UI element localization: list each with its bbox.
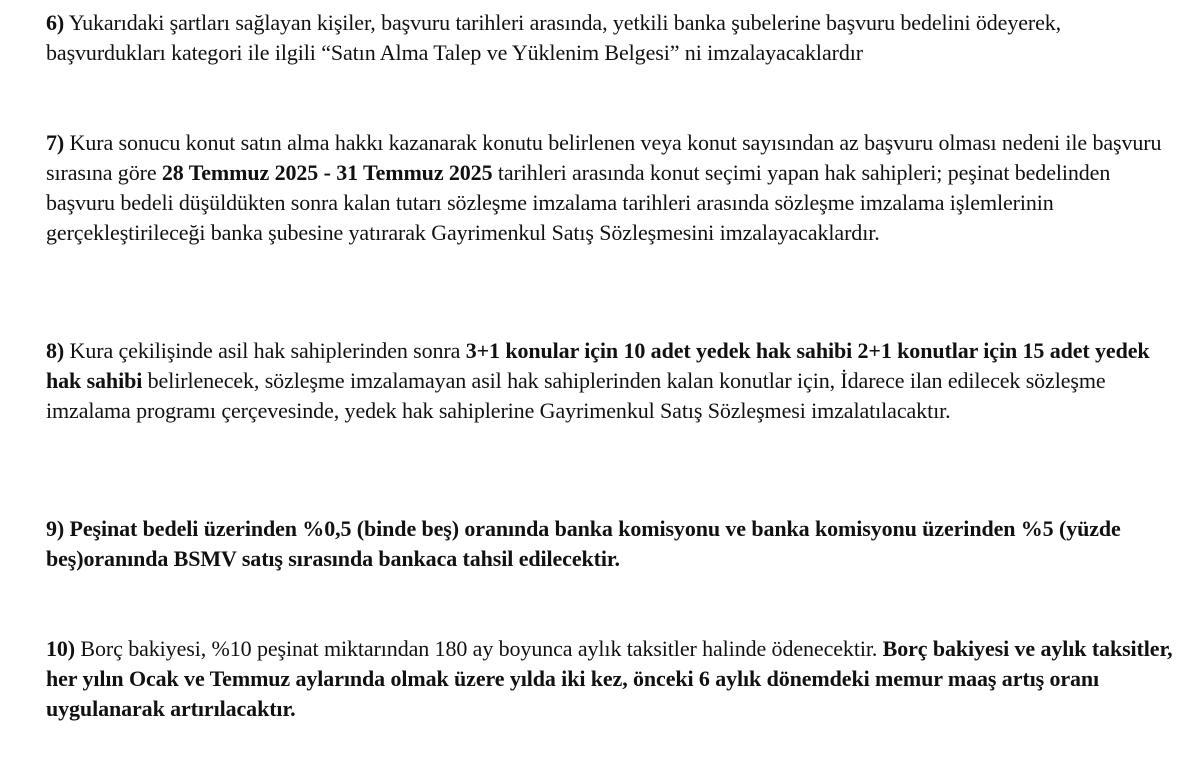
clause-6-number: 6)	[46, 10, 65, 35]
clause-8-text-part-1: Kura çekilişinde asil hak sahiplerinden sonra	[64, 338, 466, 363]
clause-10	[46, 634, 1176, 724]
clause-7-text-part-1: Kura sonucu konut satın alma hakkı kazanarak konutu belirlenen veya konut sayısından az başvuru olması nedeni ile başvuru sırasına göre	[46, 130, 1167, 185]
clause-7-text-part-2: tarihleri arasında konut seçimi yapan hak sahipleri; peşinat bedelinden başvuru bedeli düşüldükten sonra kalan tutarı sözleşme imzalama tarihleri arasında sözleşme imzalama işlemlerinin gerçekleştirileceği banka şubesine yatırarak Gayrimenkul Satış Sözleşmesini imzalayacaklardır.	[46, 160, 1116, 245]
clause-8	[46, 336, 1176, 426]
clause-6	[46, 8, 1176, 68]
clause-8-number: 8)	[46, 338, 65, 363]
clause-7-date-range: 28 Temmuz 2025 - 31 Temmuz 2025	[161, 160, 493, 185]
clause-9-text: 9) Peşinat bedeli üzerinden %0,5 (binde beş) oranında banka komisyonu ve banka komisyonu üzerinden %5 (yüzde beş)oranında BSMV satış sırasında bankaca tahsil edilecektir.	[46, 516, 1127, 571]
clause-8-reserve-count: 3+1 konular için 10 adet yedek hak sahibi 2+1 konutlar için 15 adet yedek hak sahibi	[46, 338, 1155, 393]
clause-10-number: 10)	[46, 636, 76, 661]
clause-9	[46, 514, 1176, 574]
clause-6-text: Yukarıdaki şartları sağlayan kişiler, başvuru tarihleri arasında, yetkili banka şubelerine başvuru bedelini ödeyerek, başvurdukları kategori ile ilgili “Satın Alma Talep ve Yüklenim Belgesi” ni imzalayacaklardır	[46, 10, 1067, 65]
clause-7	[46, 128, 1176, 248]
clause-10-text-part-2: Borç bakiyesi ve aylık taksitler, her yılın Ocak ve Temmuz aylarında olmak üzere yılda iki kez, önceki 6 aylık dönemdeki memur maaş artış oranı uygulanarak artırılacaktır.	[46, 636, 1178, 721]
clause-8-text-part-2: belirlenecek, sözleşme imzalamayan asil hak sahiplerinden kalan konutlar için, İdarece ilan edilecek sözleşme imzalama programı çerçevesinde, yedek hak sahiplerine Gayrimenkul Satış Sözleşmesi imzalatılacaktır.	[46, 368, 1111, 423]
clause-10-text-part-1: Borç bakiyesi, %10 peşinat miktarından 180 ay boyunca aylık taksitler halinde ödenecektir.	[75, 636, 883, 661]
clause-7-number: 7)	[46, 130, 65, 155]
